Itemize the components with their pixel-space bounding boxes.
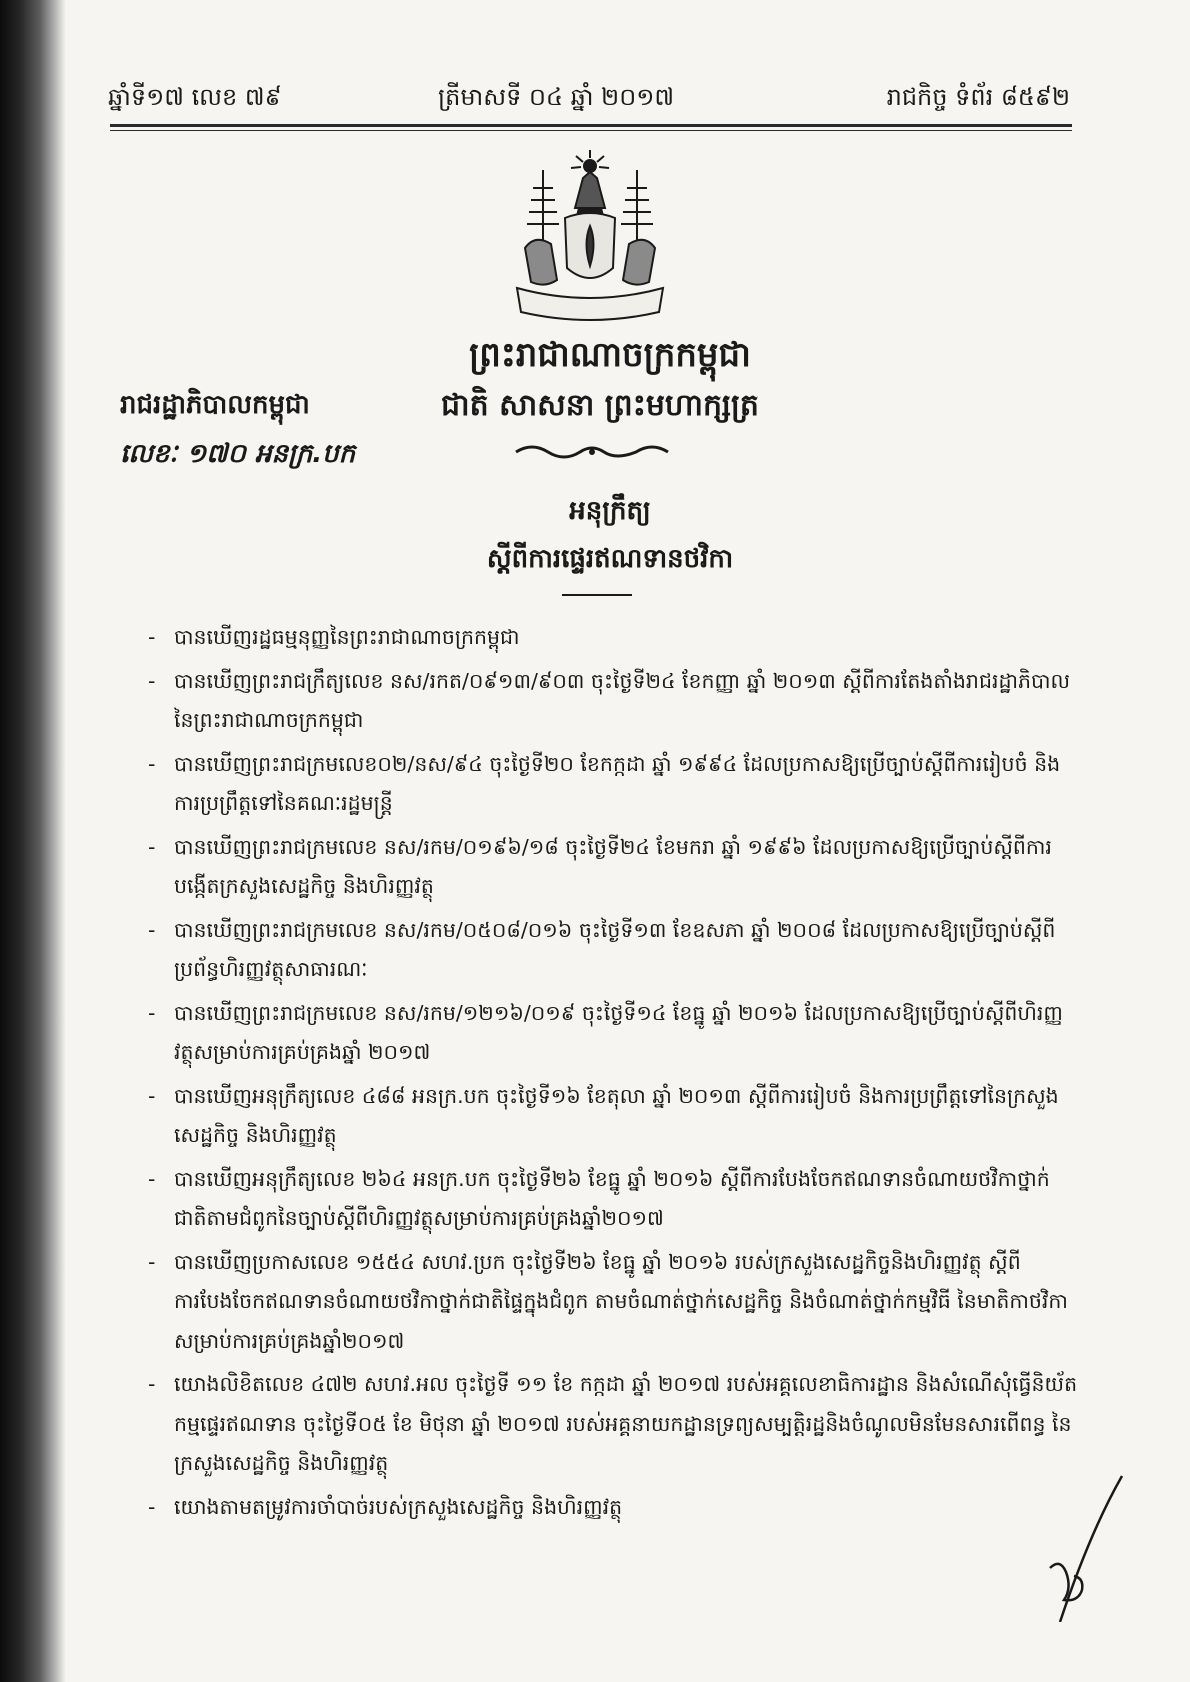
kingdom-title: ព្រះរាជាណាចក្រកម្ពុជា [469,335,751,375]
document-type: អនុក្រឹត្យ [569,496,651,526]
signature-initial [1020,1472,1130,1622]
bullet-dash: - [148,751,156,776]
recital-item [148,662,1078,741]
bullet-dash: - [148,1372,156,1396]
government-name: រាជរដ្ឋាភិបាលកម្ពុជា [120,390,310,420]
header-page: រាជកិច្ច ទំព័រ ៨៥៩២ [886,83,1070,111]
bullet-dash: - [148,1494,156,1519]
scan-edge-shadow [0,0,66,1682]
header-rule-thin [110,130,1072,131]
document-subject: ស្តីពីការផ្ទេរឥណទានថវិកា [486,544,734,574]
recital-item [148,745,1078,824]
recital-item [148,994,1078,1073]
recital-text: បានឃើញព្រះរាជក្រមលេខ នស/រកម/០១៩៦/១៨ ចុះថ្ងៃទី២៤ ខែមករា ឆ្នាំ ១៩៩៦ ដែលប្រកាសឱ្យប្រើច្បាប់ស្តីពីការបង្កើតក្រសួងសេដ្ឋកិច្ច និងហិរញ្ញវត្ថុ [174,834,1052,898]
recital-item [148,618,1078,658]
gazette-header [108,82,1070,122]
recital-item [148,1077,1078,1156]
document-number: លេខៈ ១៧០ អនក្រ.បក [120,439,356,469]
subject-underline [562,594,632,596]
recital-text: បានឃើញព្រះរាជក្រមលេខ នស/រកម/១២១៦/០១៩ ចុះថ្ងៃទី១៤ ខែធ្នូ ឆ្នាំ ២០១៦ ដែលប្រកាសឱ្យប្រើច្បាប់ស្តីពីហិរញ្ញវត្ថុសម្រាប់ការគ្រប់គ្រងឆ្នាំ ២០១៧ [174,1000,1063,1064]
bullet-dash: - [148,1000,156,1025]
bullet-dash: - [148,1249,156,1274]
recital-text: បានឃើញអនុក្រឹត្យលេខ ២៦៤ អនក្រ.បក ចុះថ្ងៃទី២៦ ខែធ្នូ ឆ្នាំ ២០១៦ ស្តីពីការបែងចែកឥណទានចំណាយថវិកាថ្នាក់ជាតិតាមជំពូកនៃច្បាប់ស្តីពីហិរញ្ញវត្ថុសម្រាប់ការគ្រប់គ្រងឆ្នាំ២០១៧ [174,1166,1050,1230]
ornament-flourish-icon [512,438,672,464]
royal-emblem-icon [505,148,675,324]
national-motto: ជាតិ សាសនា ព្រះមហាក្សត្រ [441,388,759,423]
recital-item [148,1243,1078,1362]
recital-text: បានឃើញព្រះរាជក្រមលេខ នស/រកម/០៥០៨/០១៦ ចុះថ្ងៃទី១៣ ខែឧសភា ឆ្នាំ ២០០៨ ដែលប្រកាសឱ្យប្រើច្បាប់ស្តីពីប្រព័ន្ធហិរញ្ញវត្ថុសាធារណៈ [174,917,1056,981]
recital-text: បានឃើញអនុក្រឹត្យលេខ ៤៨៨ អនក្រ.បក ចុះថ្ងៃទី១៦ ខែតុលា ឆ្នាំ ២០១៣ ស្តីពីការរៀបចំ និងការប្រព្រឹត្តទៅនៃក្រសួងសេដ្ឋកិច្ច និងហិរញ្ញវត្ថុ [174,1083,1059,1147]
bullet-dash: - [148,1083,156,1108]
bullet-dash: - [148,668,156,693]
bullet-dash: - [148,834,156,859]
recital-text: បានឃើញប្រកាសលេខ ១៥៥៤ សហវ.ប្រក ចុះថ្ងៃទី២៦ ខែធ្នូ ឆ្នាំ ២០១៦ របស់ក្រសួងសេដ្ឋកិច្ចនិងហិរញ្ញវត្ថុ ស្តីពីការបែងចែកឥណទានចំណាយថវិកាថ្នាក់ជាតិផ្ទៃក្នុងជំពូក តាមចំណាត់ថ្នាក់សេដ្ឋកិច្ច និងចំណាត់ថ្នាក់កម្មវិធី នៃមាតិកាថវិកា សម្រាប់ការគ្រប់គ្រងឆ្នាំ២០១៧ [174,1249,1068,1353]
recital-list [148,618,1078,1531]
recital-item [148,1160,1078,1239]
recital-item [148,911,1078,990]
recital-text: បានឃើញរដ្ឋធម្មនុញ្ញនៃព្រះរាជាណាចក្រកម្ពុជា [174,625,520,649]
header-issue: ឆ្នាំទី១៧ លេខ ៧៩ [108,83,282,111]
bullet-dash: - [148,625,156,649]
header-date: ត្រីមាសទី ០៤ ឆ្នាំ ២០១៧ [438,83,675,111]
header-rule-thick [110,124,1072,127]
recital-text: បានឃើញព្រះរាជក្រមលេខ០២/នស/៩៤ ចុះថ្ងៃទី២០ ខែកក្កដា ឆ្នាំ ១៩៩៤ ដែលប្រកាសឱ្យប្រើច្បាប់ស្តីពីការរៀបចំ និងការប្រព្រឹត្តទៅនៃគណៈរដ្ឋមន្ត្រី [174,751,1061,815]
recital-text: យោងតាមតម្រូវការចាំបាច់របស់ក្រសួងសេដ្ឋកិច្ច និងហិរញ្ញវត្ថុ [174,1494,623,1519]
recital-item [148,1365,1078,1484]
recital-text: បានឃើញព្រះរាជក្រឹត្យលេខ នស/រកត/០៩១៣/៩០៣ ចុះថ្ងៃទី២៤ ខែកញ្ញា ឆ្នាំ ២០១៣ ស្តីពីការតែងតាំងរាជរដ្ឋាភិបាល នៃព្រះរាជាណាចក្រកម្ពុជា [174,668,1071,732]
recital-item [148,828,1078,907]
bullet-dash: - [148,917,156,942]
bullet-dash: - [148,1166,156,1191]
recital-text: យោងលិខិតលេខ ៤៧២ សហវ.អល ចុះថ្ងៃទី ១១ ខែ កក្កដា ឆ្នាំ ២០១៧ របស់អគ្គលេខាធិការដ្ឋាន និងសំណើសុំធ្វើនិយ័តកម្មផ្ទេរឥណទាន ចុះថ្ងៃទី០៥ ខែ មិថុនា ឆ្នាំ ២០១៧ របស់អគ្គនាយកដ្ឋានទ្រព្យសម្បត្តិរដ្ឋនិងចំណូលមិនមែនសារពើពន្ធ នៃក្រសួងសេដ្ឋកិច្ច និងហិរញ្ញវត្ថុ [174,1372,1078,1475]
recital-item [148,1488,1078,1528]
